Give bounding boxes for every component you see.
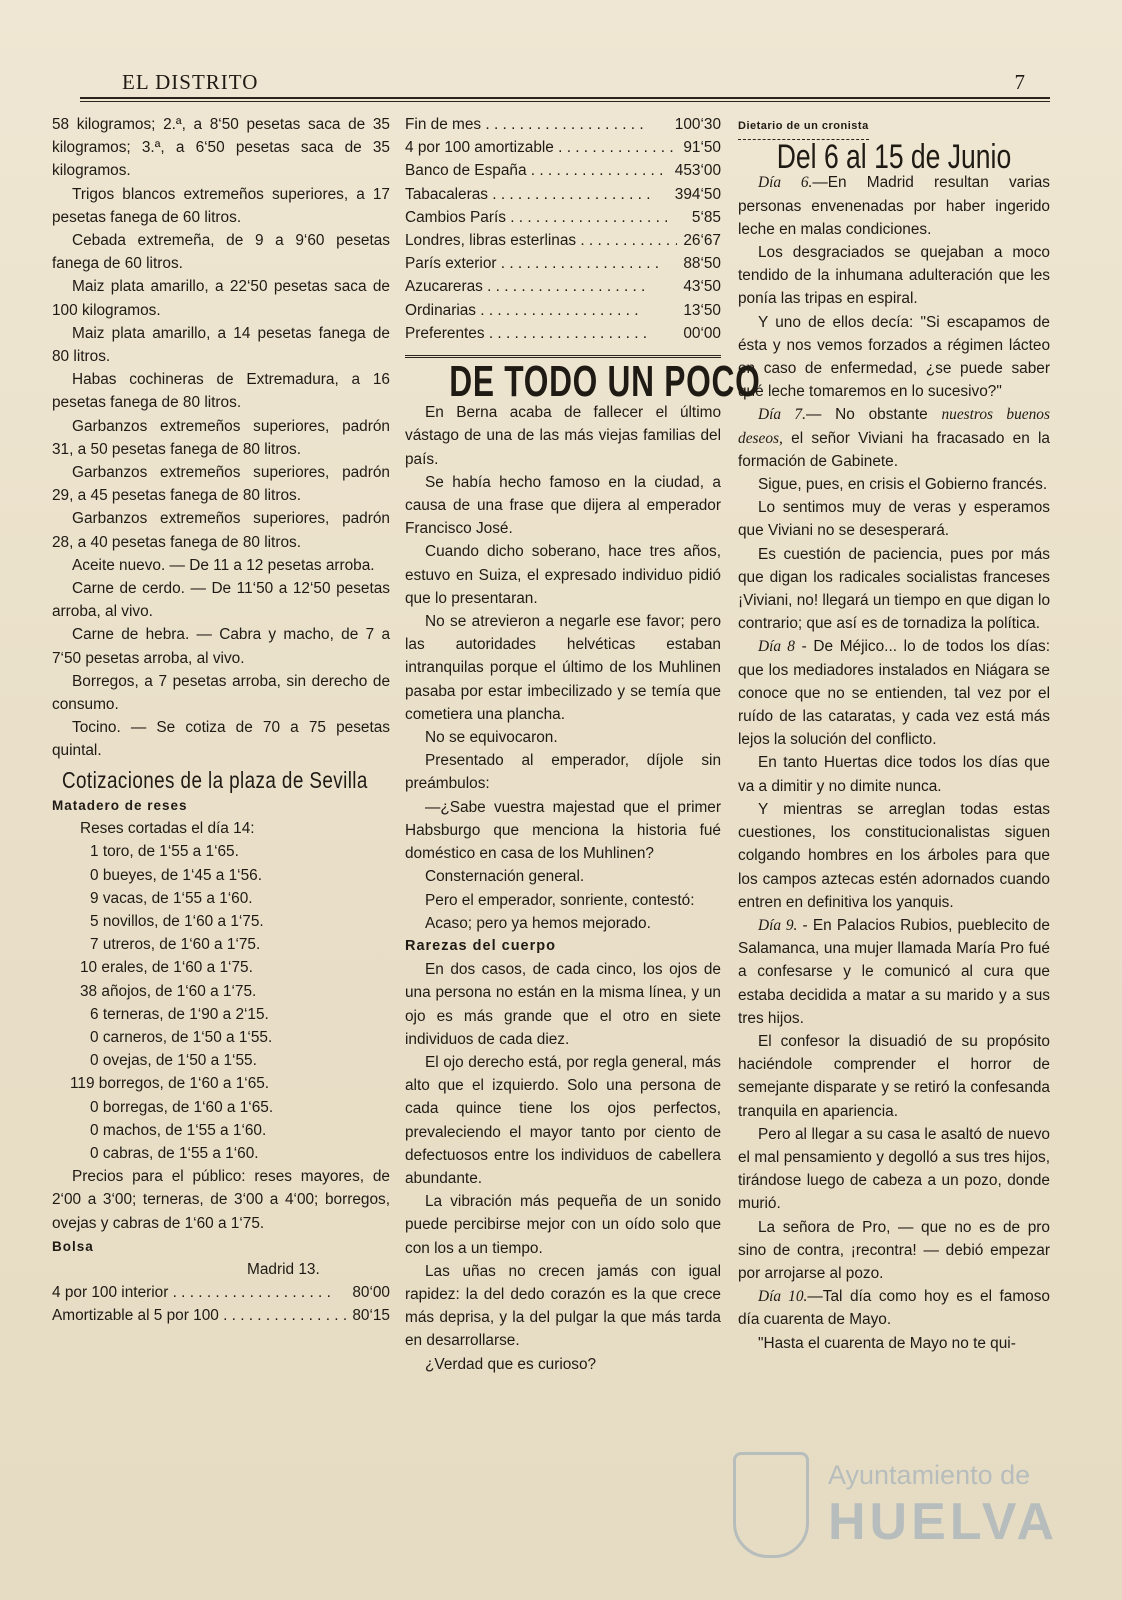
quote-value: 00‘00 bbox=[683, 324, 721, 342]
quote-value: 43‘50 bbox=[683, 278, 721, 296]
kicker-dietario: Dietario de un cronista bbox=[738, 115, 869, 140]
paragraph: La señora de Pro, — que no es de pro sino de contra, ¡recontra! — debió empezar por arrojarse al pozo. bbox=[738, 1218, 1050, 1282]
paragraph: Tocino. — Se cotiza de 70 a 75 pesetas quintal. bbox=[52, 719, 390, 760]
quote-value: 80‘15 bbox=[352, 1307, 390, 1325]
watermark-line1: Ayuntamiento de bbox=[828, 1460, 1031, 1490]
paragraph: En dos casos, de cada cinco, los ojos de una persona no están en la misma línea, y un ojo es más grande que el otro en siete individuos de cada diez. bbox=[405, 961, 721, 1048]
quote-label: Amortizable al 5 por 100 . . . bbox=[52, 1304, 346, 1327]
quote-label: Fin de mes . . . bbox=[405, 113, 669, 136]
page-header bbox=[80, 68, 1050, 98]
quote-value: 13‘50 bbox=[683, 301, 721, 319]
list-item: 7 utreros, de 1‘60 a 1‘75. bbox=[90, 936, 261, 954]
headline-de-todo-un-poco: DE TODO UN POCO bbox=[449, 357, 761, 407]
reses-list bbox=[52, 817, 390, 1165]
paragraph: Maiz plata amarillo, a 14 pesetas fanega de 80 litros. bbox=[52, 324, 390, 366]
paragraph: Cebada extremeña, de 9 a 9‘60 pesetas fanega de 60 litros. bbox=[52, 232, 390, 273]
quote-row bbox=[405, 275, 721, 298]
paragraph: Garbanzos extremeños superiores, padrón 29, a 45 pesetas fanega de 80 litros. bbox=[52, 464, 390, 505]
subheading-matadero: Matadero de reses bbox=[52, 797, 188, 813]
paragraph: Pero al llegar a su casa le asaltó de nuevo el mal pensamiento y degolló a sus tres hijos, tirándose luego de cabeza a un pozo, donde murió. bbox=[738, 1125, 1050, 1213]
day-label: Día 8 bbox=[758, 638, 795, 656]
headline-dates: Del 6 al 15 de Junio bbox=[776, 138, 1012, 177]
paragraph: Aceite nuevo. — De 11 a 12 pesetas arroba. bbox=[72, 556, 375, 574]
column-dietario bbox=[738, 113, 1050, 1355]
paragraph: "Hasta el cuarenta de Mayo no te qui- bbox=[758, 1334, 1016, 1352]
list-item: 0 bueyes, de 1‘45 a 1‘56. bbox=[90, 866, 262, 884]
paragraph: En tanto Huertas dice todos los días que va a dimitir y no dimite nunca. bbox=[738, 754, 1050, 795]
quote-table bbox=[405, 113, 721, 345]
paragraph: Consternación general. bbox=[425, 868, 585, 886]
list-item: 9 vacas, de 1‘55 a 1‘60. bbox=[90, 889, 253, 907]
quote-row bbox=[52, 1281, 390, 1304]
list-item: 119 borregos, de 1‘60 a 1‘65. bbox=[70, 1075, 270, 1093]
paragraph: Garbanzos extremeños superiores, padrón 31, a 50 pesetas fanega de 80 litros. bbox=[52, 417, 390, 458]
quote-label: 4 por 100 amortizable . . . bbox=[405, 136, 677, 159]
paragraph: Carne de cerdo. — De 11‘50 a 12‘50 pesetas arroba, al vivo. bbox=[52, 580, 390, 621]
paragraph-text: el señor Viviani ha fracasado en la formación de Gabinete. bbox=[738, 429, 1050, 470]
newspaper-title: EL DISTRITO bbox=[122, 70, 259, 94]
quote-label: París exterior . . . bbox=[405, 252, 677, 275]
paragraph: No se equivocaron. bbox=[425, 729, 558, 747]
quote-row bbox=[405, 136, 721, 159]
quote-row bbox=[405, 229, 721, 252]
paragraph: ¿Verdad que es curioso? bbox=[425, 1355, 597, 1373]
list-item: 5 novillos, de 1‘60 a 1‘75. bbox=[90, 912, 264, 930]
paragraph: Y uno de ellos decía: "Si escapamos de ésta y nos vemos forzados a régimen lácteo en caso de enfermedad, ¿se puede saber qué leche tomaremos en lo sucesivo?" bbox=[738, 313, 1050, 401]
paragraph: Y mientras se arreglan todas estas cuestiones, los constitucionalistas siguen colgando hombres en los árboles para que los campos aztecas estén adornados cuando entren en definitiva los yanquis. bbox=[738, 800, 1050, 911]
quote-row bbox=[405, 159, 721, 182]
quote-label: Azucareras . . . bbox=[405, 275, 677, 298]
paragraph: Garbanzos extremeños superiores, padrón 28, a 40 pesetas fanega de 80 litros. bbox=[52, 510, 390, 551]
quote-row bbox=[405, 322, 721, 345]
paragraph: Carne de hebra. — Cabra y macho, de 7 a 7‘50 pesetas arroba, al vivo. bbox=[52, 626, 390, 667]
paragraph: Borregos, a 7 pesetas arroba, sin derecho de consumo. bbox=[52, 672, 390, 714]
paragraph bbox=[738, 403, 1050, 473]
quote-label: Preferentes . . . bbox=[405, 322, 677, 345]
paragraph-text: —En Madrid resultan varias personas envenenadas por haber ingerido leche en malas condiciones. bbox=[738, 174, 1050, 238]
bolsa-place: Madrid 13. bbox=[247, 1260, 320, 1278]
watermark-logo bbox=[733, 1452, 1063, 1557]
italic-text: nuestros buenos deseos, bbox=[738, 406, 1050, 447]
column-varied bbox=[405, 113, 761, 1376]
paragraph: Cuando dicho soberano, hace tres años, estuvo en Suiza, el expresado individuo pidió que lo presentaran. bbox=[405, 543, 721, 607]
quote-row bbox=[405, 113, 721, 136]
paragraph: Pero el emperador, sonriente, contestó: bbox=[425, 891, 695, 909]
paragraph-text: - En Palacios Rubios, pueblecito de Salamanca, una mujer llamada María Pro fué a confesarse y le comunicó al cura que estaba decidida a matar a su marido y a sus tres hijos. bbox=[738, 916, 1050, 1027]
paragraph: Lo sentimos muy de veras y esperamos que Viviani no se desesperará. bbox=[738, 499, 1050, 540]
paragraph: Maiz plata amarillo, a 22‘50 pesetas saca de 100 kilogramos. bbox=[52, 278, 390, 319]
list-item: 0 machos, de 1‘55 a 1‘60. bbox=[90, 1121, 267, 1139]
paragraph bbox=[738, 635, 1050, 751]
list-item: 38 añojos, de 1‘60 a 1‘75. bbox=[80, 982, 257, 1000]
day-label: Día 6. bbox=[758, 174, 813, 192]
page-number: 7 bbox=[1014, 70, 1025, 94]
list-item: 0 ovejas, de 1‘50 a 1‘55. bbox=[90, 1052, 257, 1070]
paragraph: La vibración más pequeña de un sonido puede percibirse mejor con un oído solo que con los a un tiempo. bbox=[405, 1193, 721, 1257]
list-intro: Reses cortadas el día 14: bbox=[80, 820, 255, 838]
paragraph: Se había hecho famoso en la ciudad, a causa de una frase que dijera al emperador Francisco José. bbox=[405, 473, 721, 538]
quote-value: 453‘00 bbox=[674, 162, 721, 180]
paragraph: Los desgraciados se quejaban a moco tendido de la inhumana adulteración que les ponía las tripas en espiral. bbox=[738, 244, 1050, 308]
quote-value: 26‘67 bbox=[683, 232, 721, 250]
paragraph-text: — No obstante bbox=[805, 406, 942, 424]
paragraph: Sigue, pues, en crisis el Gobierno francés. bbox=[758, 476, 1048, 494]
paragraph bbox=[738, 914, 1050, 1030]
quote-value: 5‘85 bbox=[691, 208, 721, 226]
paragraph: Trigos blancos extremeños superiores, a 17 pesetas fanega de 60 litros. bbox=[52, 185, 390, 226]
quote-row bbox=[52, 1304, 390, 1327]
quote-value: 80‘00 bbox=[352, 1284, 390, 1302]
quote-label: Ordinarias . . . bbox=[405, 299, 677, 322]
list-item: 1 toro, de 1‘55 a 1‘65. bbox=[90, 843, 239, 861]
quote-label: 4 por 100 interior . . . bbox=[52, 1281, 346, 1304]
paragraph-precios: Precios para el público: reses mayores, de 2‘00 a 3‘00; terneras, de 3‘00 a 4‘00; borregos, ovejas y cabras de 1‘60 a 1‘75. bbox=[52, 1168, 390, 1232]
shield-icon bbox=[733, 1452, 809, 1558]
quote-value: 88‘50 bbox=[683, 255, 721, 273]
paragraph: Habas cochineras de Extremadura, a 16 pesetas fanega de 80 litros. bbox=[52, 371, 390, 412]
quote-row bbox=[405, 252, 721, 275]
watermark-line2: HUELVA bbox=[828, 1493, 1059, 1551]
list-item: 10 erales, de 1‘60 a 1‘75. bbox=[80, 959, 253, 977]
paragraph: El ojo derecho está, por regla general, más alto que el izquierdo. Solo una persona de cada quince tiene los ojos perfectos, prevaleciendo el mayor tanto por ciento de defectuosos entre los individuos de cabellera abundante. bbox=[405, 1053, 721, 1187]
list-item: 6 terneras, de 1‘90 a 2‘15. bbox=[90, 1005, 269, 1023]
quote-label: Cambios París . . . bbox=[405, 206, 686, 229]
subheading-rarezas: Rarezas del cuerpo bbox=[405, 937, 556, 954]
column-market-prices bbox=[52, 113, 390, 1328]
paragraph: —¿Sabe vuestra majestad que el primer Habsburgo que menciona la historia fué doméstico en casa de los Muhlinen? bbox=[405, 798, 721, 863]
paragraph: Las uñas no crecen jamás con igual rapidez: la del dedo corazón es la que crece más deprisa, y la del pulgar la que más tarda en desarrollarse. bbox=[405, 1262, 721, 1350]
paragraph: Presentado al emperador, díjole sin preámbulos: bbox=[405, 752, 721, 793]
quote-value: 394‘50 bbox=[674, 185, 721, 203]
subheading-bolsa: Bolsa bbox=[52, 1238, 94, 1254]
paragraph: Es cuestión de paciencia, pues por más que digan los radicales socialistas franceses ¡Viviani, no! llegará un tiempo en que digan lo contrario; que así es de tornadiza la política. bbox=[738, 545, 1051, 633]
quote-label: Banco de España . . . bbox=[405, 159, 669, 182]
paragraph-text: - De Méjico... lo de todos los días: que los mediadores instalados en Niágara se conoce que no se entienden, tal vez por el ruído de las cataratas, y cada vez está más lejos la solución del conflicto. bbox=[738, 638, 1050, 749]
paragraph bbox=[738, 1285, 1050, 1331]
header-rule-thin bbox=[80, 101, 1050, 102]
quote-value: 100‘30 bbox=[674, 116, 721, 133]
paragraph-text: —Tal día como hoy es el famoso día cuarenta de Mayo. bbox=[738, 1288, 1050, 1329]
paragraph: Acaso; pero ya hemos mejorado. bbox=[425, 914, 651, 932]
quote-row bbox=[405, 299, 721, 322]
day-label: Día 7. bbox=[758, 406, 806, 424]
paragraph: 58 kilogramos; 2.ª, a 8‘50 pesetas saca de 35 kilogramos; 3.ª, a 6‘50 pesetas saca de 35 kilogramos. bbox=[52, 116, 390, 180]
quote-value: 91‘50 bbox=[683, 139, 721, 157]
quote-row bbox=[405, 206, 721, 229]
list-item: 0 carneros, de 1‘50 a 1‘55. bbox=[90, 1028, 273, 1046]
paragraph bbox=[738, 171, 1050, 241]
day-label: Día 10. bbox=[758, 1288, 808, 1306]
quote-label: Tabacaleras . . . bbox=[405, 183, 669, 206]
quote-label: Londres, libras esterlinas . . . bbox=[405, 229, 677, 252]
paragraph: No se atrevieron a negarle ese favor; pero las autoridades helvéticas estaban intranquilas porque el último de los Muhlinen pasaba por estar imbecilizado y se temía que cometiera una plancha. bbox=[405, 613, 721, 723]
section-title-sevilla: Cotizaciones de la plaza de Sevilla bbox=[62, 766, 368, 793]
list-item: 0 cabras, de 1‘55 a 1‘60. bbox=[90, 1144, 259, 1162]
paragraph: El confesor la disuadió de su propósito haciéndole comprender el horror de semejante disparate y se retiró la confesanda tranquila en apariencia. bbox=[738, 1032, 1050, 1120]
quote-row bbox=[405, 183, 721, 206]
paragraph: En Berna acaba de fallecer el último vástago de una de las más viejas familias del país. bbox=[405, 404, 721, 468]
header-rule bbox=[80, 97, 1050, 99]
list-item: 0 borregas, de 1‘60 a 1‘65. bbox=[90, 1098, 274, 1116]
day-label: Día 9. bbox=[758, 916, 798, 934]
